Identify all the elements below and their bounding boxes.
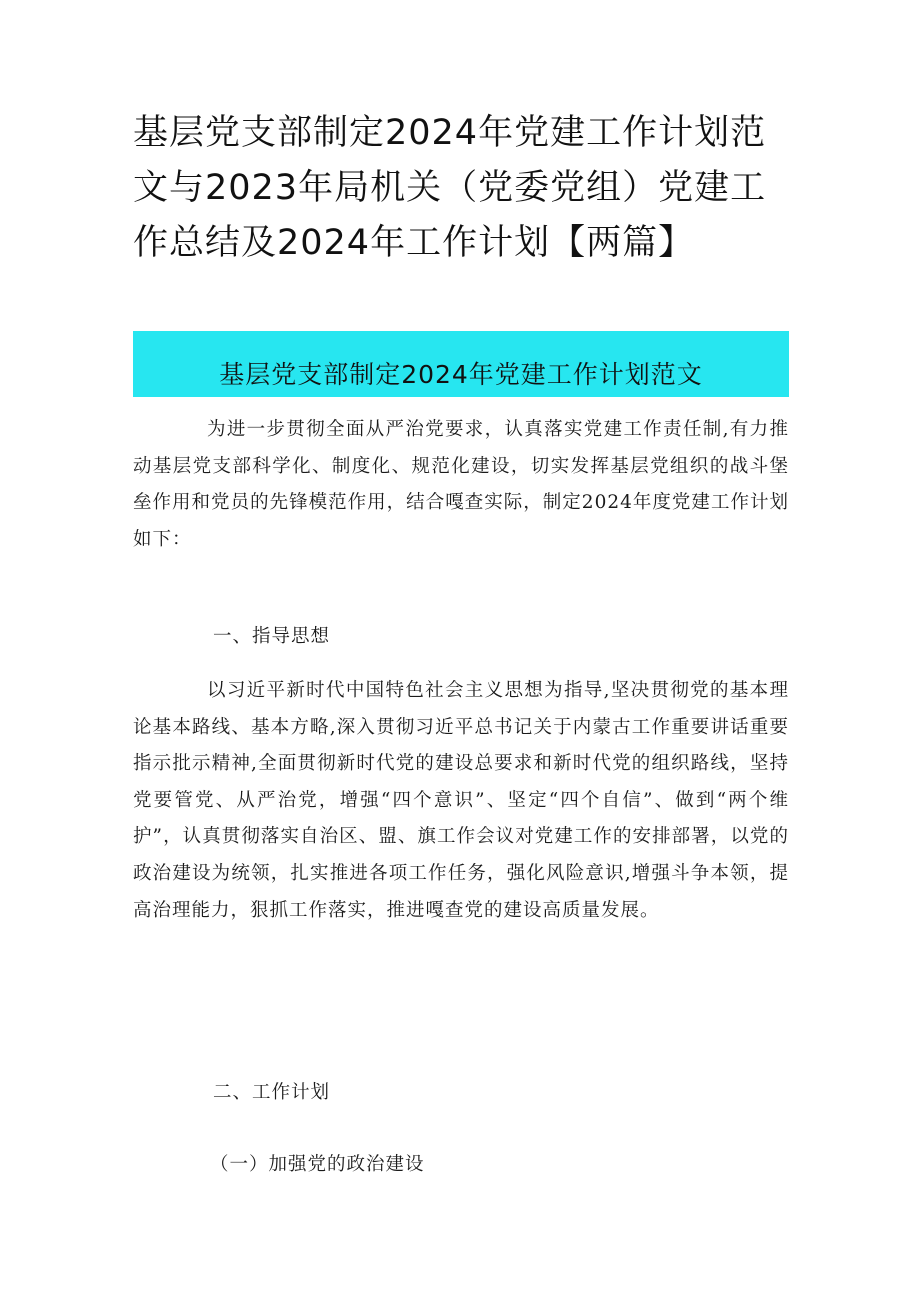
paragraph-guiding-ideology: 以习近平新时代中国特色社会主义思想为指导,坚决贯彻党的基本理论基本路线、基本方略,深入贯彻习近平总书记关于内蒙古工作重要讲话重要指示批示精神,全面贯彻新时代党的建设总要求和新时代党的组织路线，坚持党要管党、从严治党，增强“四个意识”、坚定“四个自信”、做到“两个维护”，认真贯彻落实自治区、盟、旗工作会议对党建工作的安排部署，以党的政治建设为统领，扎实推进各项工作任务，强化风险意识,增强斗争本领，提高治理能力，狠抓工作落实，推进嘎查党的建设高质量发展。 xyxy=(133,680,789,921)
section-title: 基层党支部制定2024年党建工作计划范文 xyxy=(219,360,703,389)
document-title: 基层党支部制定2024年党建工作计划范文与2023年局机关（党委党组）党建工作总结及2024年工作计划【两篇】 xyxy=(133,113,767,263)
heading-work-plan: 二、工作计划 xyxy=(213,1082,331,1103)
subheading-political-construction: （一）加强党的政治建设 xyxy=(210,1154,425,1175)
heading-guiding-ideology: 一、指导思想 xyxy=(213,626,331,647)
section-banner xyxy=(133,331,789,397)
intro-paragraph: 为进一步贯彻全面从严治党要求，认真落实党建工作责任制,有力推动基层党支部科学化、制度化、规范化建设，切实发挥基层党组织的战斗堡垒作用和党员的先锋模范作用，结合嘎查实际，制定2024年度党建工作计划如下： xyxy=(133,419,789,550)
